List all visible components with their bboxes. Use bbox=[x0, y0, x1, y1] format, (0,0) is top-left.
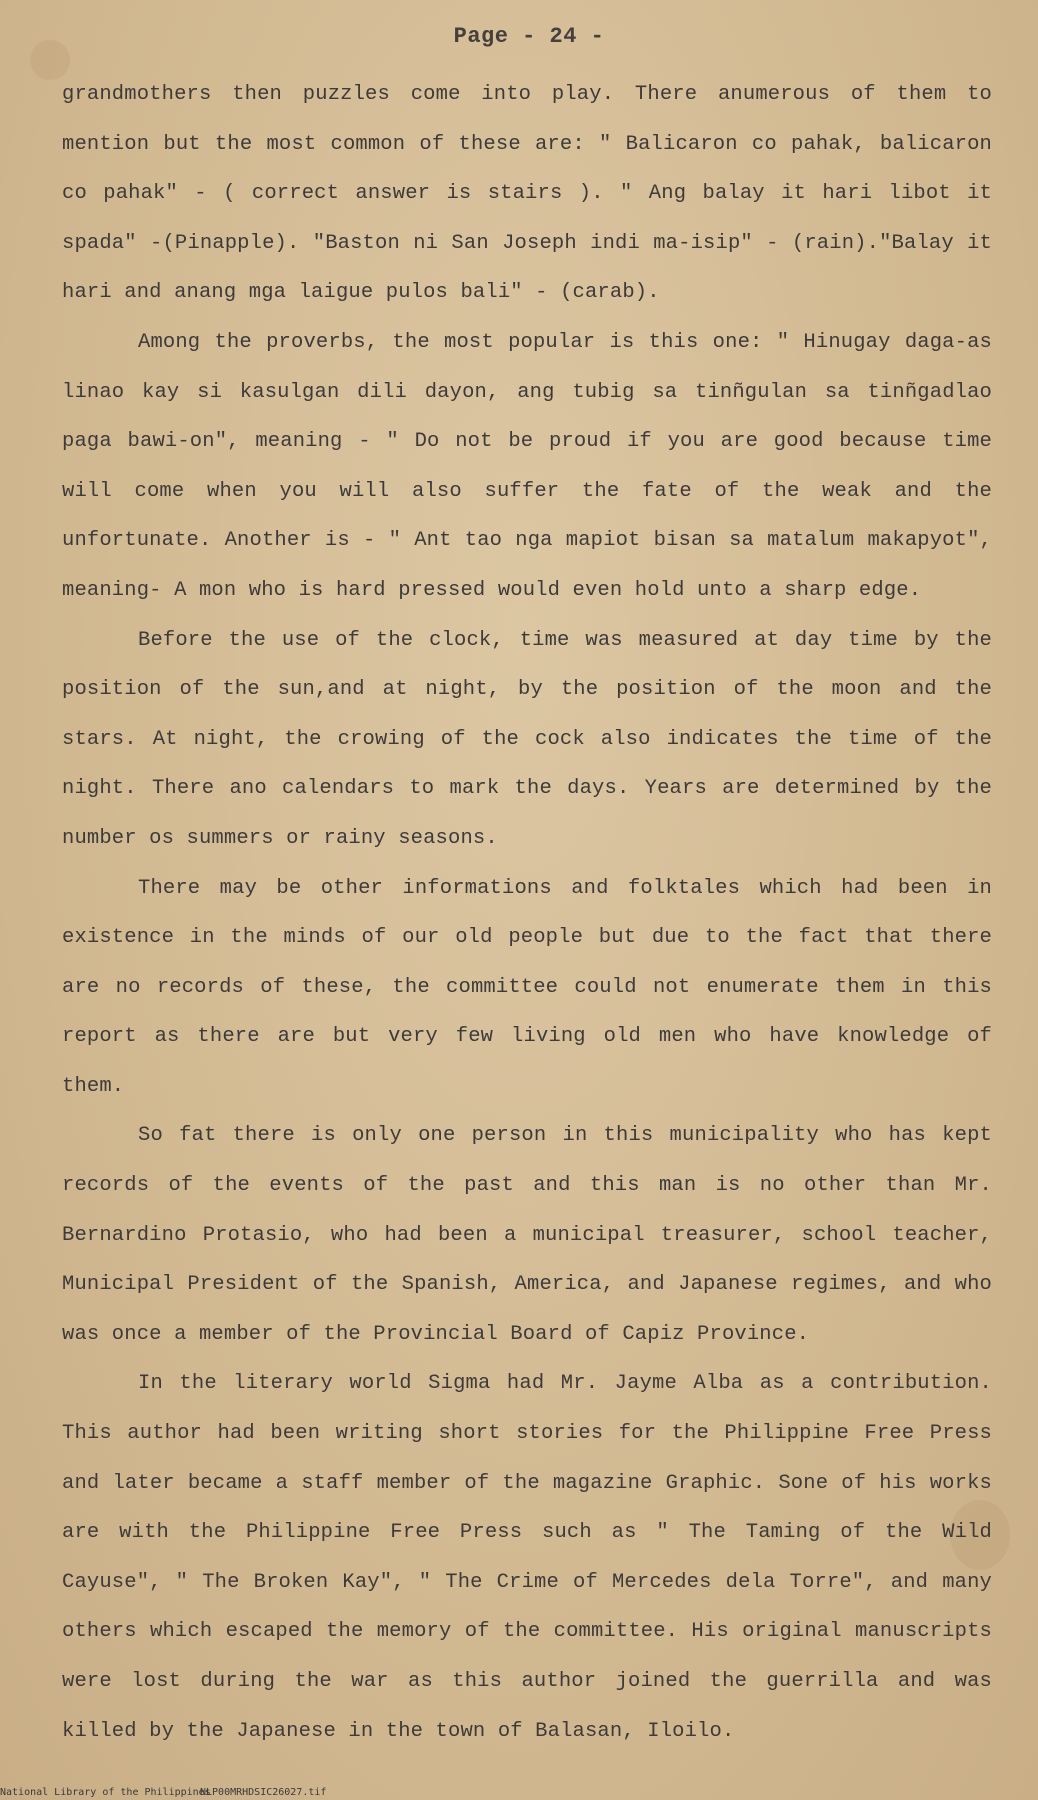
paragraph: Among the proverbs, the most popular is this one: " Hinugay daga-as linao kay si kasulgan dili dayon, ang tubig sa tinñgulan sa tinñgadlao paga bawi-on", meaning - " Do not be proud if you are good because time will come when you will also suffer the fate of the weak and the unfortunate. Another is - " Ant tao nga mapiot bisan sa matalum makapyot", meaning- A mon who is hard pressed would even hold unto a sharp edge. bbox=[62, 330, 992, 602]
paragraph: So fat there is only one person in this municipality who has kept records of the events of the past and this man is no other than Mr. Bernardino Protasio, who had been a municipal treasurer, school teacher, Municipal President of the Spanish, America, and Japanese regimes, and who was once a member of the Provincial Board of Capiz Province. bbox=[62, 1124, 992, 1346]
page-number: Page - 24 - bbox=[453, 24, 605, 49]
footer-institution: National Library of the Philippines bbox=[0, 1787, 211, 1798]
document-body bbox=[62, 70, 992, 1756]
paragraph: Before the use of the clock, time was measured at day time by the position of the sun,and at night, by the position of the moon and the stars. At night, the crowing of the cock also indicates the time of the night. There ano calendars to mark the days. Years are determined by the number os summers or rainy seasons. bbox=[62, 628, 992, 850]
paragraph: There may be other informations and folktales which had been in existence in the minds of our old people but due to the fact that there are no records of these, the committee could not enumerate them in this report as there are but very few living old men who have knowledge of them. bbox=[62, 876, 992, 1098]
paragraph: grandmothers then puzzles come into play. There anumerous of them to mention but the most common of these are: " Balicaron co pahak, balicaron co pahak" - ( correct answer is stairs ). " Ang balay it hari libot it spada" -(Pinapple). "Baston ni San Joseph indi ma-isip" - (rain)."Balay it hari and anang mga laigue pulos bali" - (carab). bbox=[62, 83, 992, 305]
footer-filename: NLP00MRHDSIC26027.tif bbox=[200, 1787, 327, 1798]
paragraph: In the literary world Sigma had Mr. Jayme Alba as a contribution. This author had been writing short stories for the Philippine Free Press and later became a staff member of the magazine Graphic. Sone of his works are with the Philippine Free Press such as " The Taming of the Wild Cayuse", " The Broken Kay", " The Crime of Mercedes dela Torre", and many others which escaped the memory of the committee. His original manuscripts were lost during the war as this author joined the guerrilla and was killed by the Japanese in the town of Balasan, Iloilo. bbox=[62, 1372, 992, 1743]
